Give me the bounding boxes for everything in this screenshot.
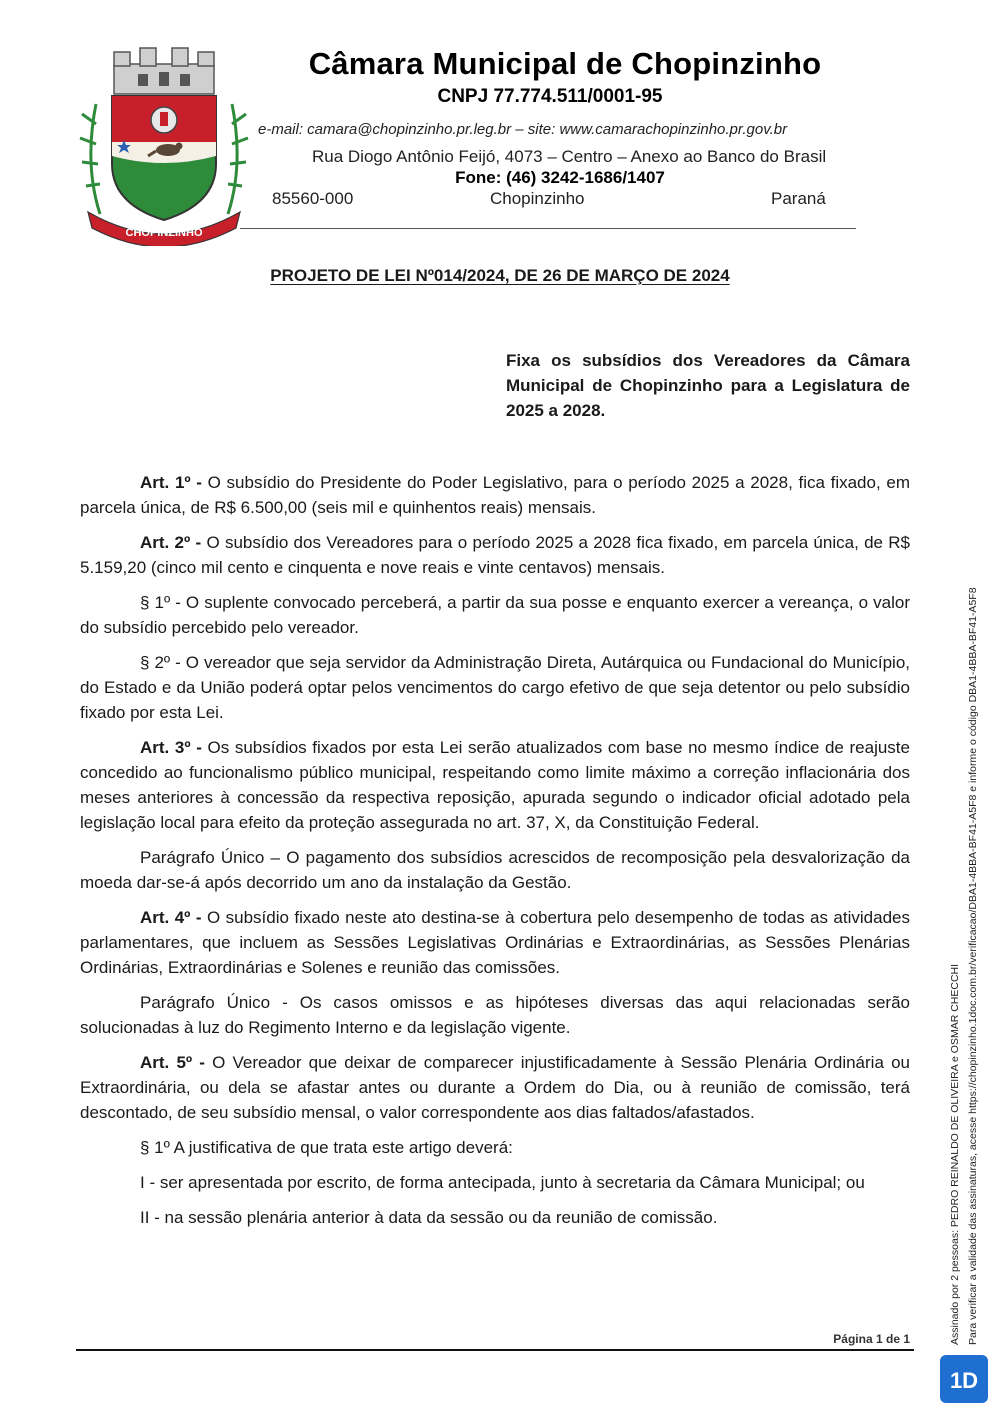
article-2 [80,530,910,580]
article-5-item-i: I - ser apresentada por escrito, de forma antecipada, junto à secretaria da Câmara Municipal; ou [140,1173,865,1192]
postal-code: 85560-000 [272,189,354,208]
article-3-sole-paragraph: Parágrafo Único – O pagamento dos subsídios acrescidos de recomposição pela desvalorização da moeda dar-se-á após decorrido um ano da instalação da Gestão. [80,848,910,892]
signature-verification[interactable]: Para verificar a validade das assinaturas, acesse https://chopinzinho.1doc.com.br/verificacao/DBA1-4BBA-BF41-A5F8 e informe o código DBA1-4BBA-BF41-A5F8 [967,587,979,1345]
state-name: Paraná [771,189,826,208]
article-1-text: O subsídio do Presidente do Poder Legislativo, para o período 2025 a 2028, fica fixado, em parcela única, de R$ 6.500,00 (seis mil e quinhentos reais) mensais. [80,473,910,517]
article-2-label: Art. 2º - [140,533,202,552]
article-5-paragraph-1: § 1º A justificativa de que trata este artigo deverá: [140,1138,513,1157]
contact-line: e-mail: camara@chopinzinho.pr.leg.br – site: www.camarachopinzinho.pr.gov.br [258,121,788,138]
document-title-text: PROJETO DE LEI Nº014/2024, DE 26 DE MARÇO DE 2024 [270,266,730,285]
article-5-label: Art. 5º - [140,1053,205,1072]
article-5 [80,1050,910,1125]
address-line: Rua Diogo Antônio Feijó, 4073 – Centro – Anexo ao Banco do Brasil [312,147,827,166]
article-4-label: Art. 4º - [140,908,202,927]
article-3-label: Art. 3º - [140,738,202,757]
footer-divider [76,1349,914,1351]
signature-stamp [918,410,978,1345]
article-5-item-ii: II - na sessão plenária anterior à data da sessão ou da reunião de comissão. [140,1208,718,1227]
phone-line: Fone: (46) 3242-1686/1407 [455,168,665,187]
article-1 [80,470,910,520]
crest-label: CHOPINZINHO [125,227,203,239]
article-2-paragraph-1: § 1º - O suplente convocado perceberá, a partir da sua posse e enquanto exercer a vereança, o valor do subsídio percebido pelo vereador. [80,593,910,637]
article-5-text: O Vereador que deixar de comparecer injustificadamente à Sessão Plenária Ordinária ou Extraordinária, ou dela se afastar antes ou durante a Ordem do Dia, ou à reunião de comissão, terá descontado, de seu subsídio mensal, o valor correspondente aos dias faltados/afastados. [80,1053,910,1122]
municipal-crest-logo [78,44,250,246]
signature-stamp-rotated [948,410,980,1345]
ementa: Fixa os subsídios dos Vereadores da Câmara Municipal de Chopinzinho para a Legislatura de 2025 a 2028. [506,351,910,420]
institution-cnpj: CNPJ 77.774.511/0001-95 [437,86,663,107]
mural-crown [114,48,214,94]
city-name: Chopinzinho [490,189,585,208]
header-divider [240,228,856,229]
article-4-text: O subsídio fixado neste ato destina-se à cobertura pelo desempenho de todas as atividades parlamentares, que incluem as Sessões Legislativas Ordinárias e Extraordinárias, as Sessões Plenárias Ordinárias, Extraordinárias e Solenes e reunião das comissões. [80,908,910,977]
article-1-label: Art. 1º - [140,473,202,492]
article-4-sole-paragraph: Parágrafo Único - Os casos omissos e as hipóteses diversas das aqui relacionadas serão solucionadas à luz do Regimento Interno e da legislação vigente. [80,993,910,1037]
institution-title: Câmara Municipal de Chopinzinho [308,46,822,81]
signature-signers: Assinado por 2 pessoas: PEDRO REINALDO DE OLIVEIRA e OSMAR CHECCHI [949,963,961,1345]
article-2-paragraph-2: § 2º - O vereador que seja servidor da Administração Direta, Autárquica ou Fundacional do Município, do Estado e da União poderá optar pelos vencimentos do cargo efetivo de que seja detentor ou pelo subsídio fixado por esta Lei. [80,653,910,722]
badge-text: 1D [949,1368,979,1393]
1doc-badge-icon[interactable] [940,1355,988,1403]
document-title [0,266,1000,286]
article-4 [80,905,910,980]
article-2-text: O subsídio dos Vereadores para o período 2025 a 2028 fica fixado, em parcela única, de R$ 5.159,20 (cinco mil cento e cinquenta e nove reais e vinte centavos) mensais. [80,533,910,577]
article-3 [80,735,910,835]
page-number: Página 1 de 1 [833,1332,910,1346]
article-3-text: Os subsídios fixados por esta Lei serão atualizados com base no mesmo índice de reajuste concedido ao funcionalismo público municipal, respeitando como limite máximo a correção inflacionária dos meses anteriores à concessão da respectiva reposição, apurada segundo o indicador oficial adotado pela legislação local para efeito da proteção assegurada no art. 37, X, da Constituição Federal. [80,738,910,832]
document-body [80,470,910,1240]
